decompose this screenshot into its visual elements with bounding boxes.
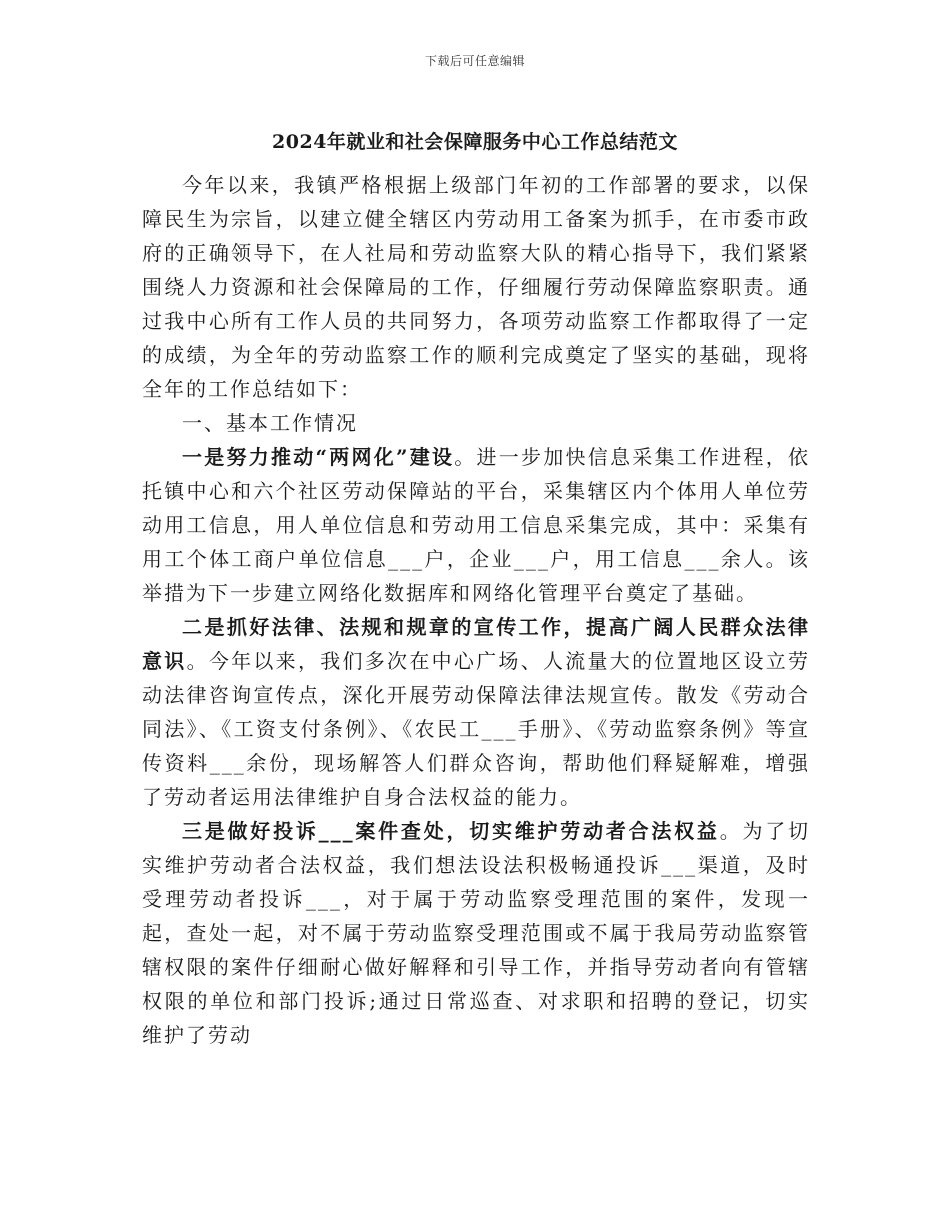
section-heading-basic-work [142,406,810,440]
paragraph-intro [142,168,810,406]
paragraph-item-3 [142,814,810,1052]
paragraph-text: 。为了切实维护劳动者合法权益，我们想法设法积极畅通投诉___渠道，及时受理劳动者投诉___，对于属于劳动监察受理范围的案件，发现一起，查处一起，对不属于劳动监察受理范围或不属于我局劳动监察管辖权限的案件仔细耐心做好解释和引导工作，并指导劳动者向有管辖权限的单位和部门投诉;通过日常巡查、对求职和招聘的登记，切实维护了劳动 [142,819,811,1047]
paragraph-item-2 [142,610,810,814]
paragraph-lead: 一是努力推动“两网化”建设 [182,445,455,469]
paragraph-text: 今年以来，我镇严格根据上级部门年初的工作部署的要求，以保障民生为宗旨，以建立健全辖区内劳动用工备案为抓手，在市委市政府的正确领导下，在人社局和劳动监察大队的精心指导下，我们紧紧围绕人力资源和社会保障局的工作，仔细履行劳动保障监察职责。通过我中心所有工作人员的共同努力，各项劳动监察工作都取得了一定的成绩，为全年的劳动监察工作的顺利完成奠定了坚实的基础，现将全年的工作总结如下： [142,173,810,401]
paragraph-text: 。今年以来，我们多次在中心广场、人流量大的位置地区设立劳动法律咨询宣传点，深化开展劳动保障法律法规宣传。散发《劳动合同法》、《工资支付条例》、《农民工___手册》、《劳动监察条例》等宣传资料___余份，现场解答人们群众咨询，帮助他们释疑解难，增强了劳动者运用法律维护自身合法权益的能力。 [142,649,811,809]
document-body [142,168,810,1052]
paragraph-lead: 三是做好投诉___案件查处，切实维护劳动者合法权益 [182,819,720,843]
paragraph-text: 。进一步加快信息采集工作进程，依托镇中心和六个社区劳动保障站的平台，采集辖区内个体用人单位劳动用工信息，用人单位信息和劳动用工信息采集完成，其中：采集有用工个体工商户单位信息___户，企业___户，用工信息___余人。该举措为下一步建立网络化数据库和网络化管理平台奠定了基础。 [142,445,811,605]
paragraph-lead: 二是抓好法律、法规和规章的宣传工作，提高广阔人民群众法律意识 [142,615,810,673]
paragraph-item-1 [142,440,810,610]
document-title: 2024年就业和社会保障服务中心工作总结范文 [272,131,678,153]
section-heading-text: 一、基本工作情况 [182,411,358,435]
page-header: 下载后可任意编辑 [424,54,525,68]
